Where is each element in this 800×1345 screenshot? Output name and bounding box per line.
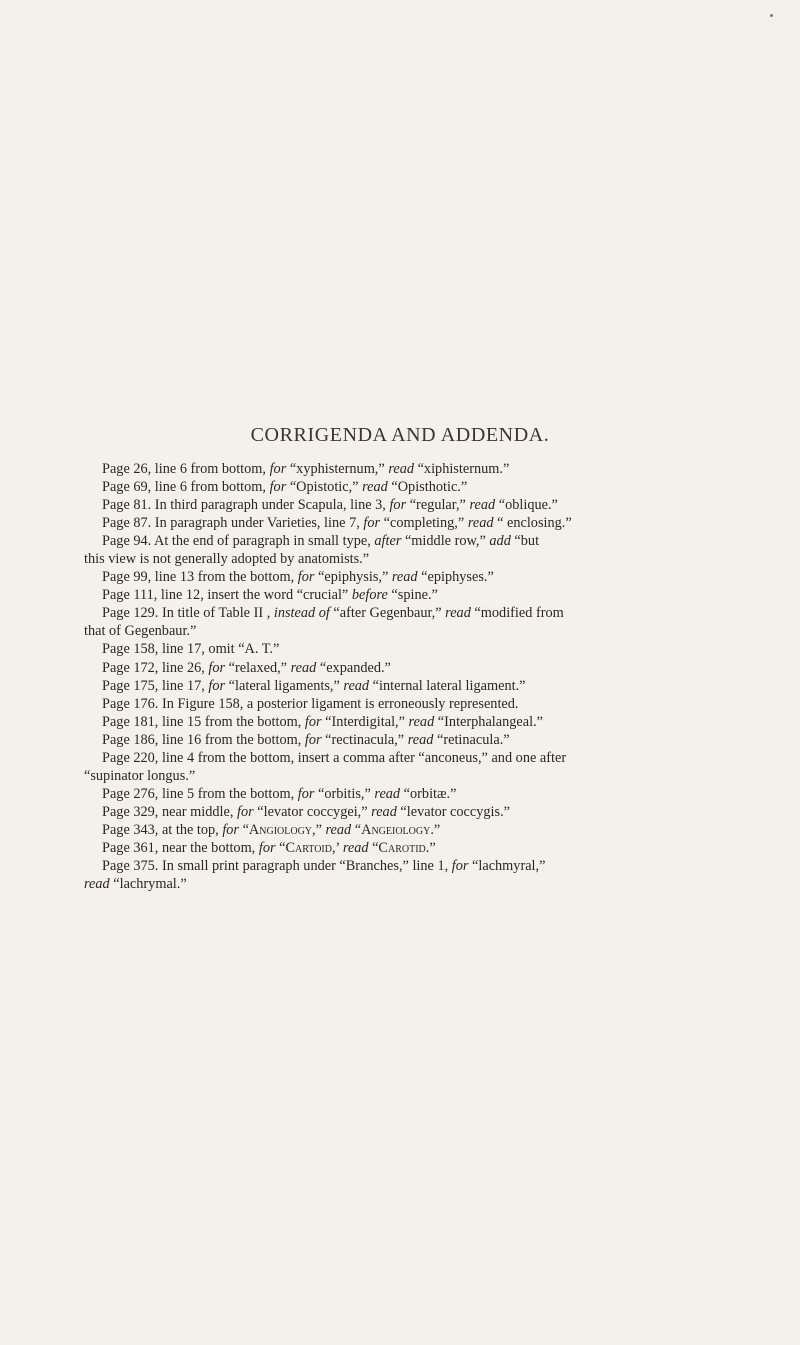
list-item: Page 276, line 5 from the bottom, for “orbitis,” read “orbitæ.” [102, 785, 457, 802]
list-item: Page 81. In third paragraph under Scapula, line 3, for “regular,” read “oblique.” [102, 497, 558, 514]
list-item: Page 129. In title of Table II , instead of “after Gegenbaur,” read “modified from that of Gegenbaur.” [84, 605, 564, 640]
list-item: Page 26, line 6 from bottom, for “xyphisternum,” read “xiphisternum.” [102, 461, 510, 477]
list-item: Page 361, near the bottom, for “Cartoid,’ read “Carotid.” [102, 839, 436, 856]
corrigenda-list [84, 460, 734, 893]
list-item: Page 94. At the end of paragraph in small type, after “middle row,” add “but this view is not generally adopted by anatomists.” [84, 533, 540, 568]
list-item: Page 172, line 26, for “relaxed,” read “expanded.” [102, 659, 391, 676]
list-item: Page 175, line 17, for “lateral ligaments,” read “internal lateral ligament.” [102, 677, 526, 694]
list-item: Page 186, line 16 from the bottom, for “rectinacula,” read “retinacula.” [102, 731, 510, 748]
page-title: CORRIGENDA AND ADDENDA. [250, 424, 550, 446]
list-item: Page 181, line 15 from the bottom, for “Interdigital,” read “Interphalangeal.” [102, 713, 543, 730]
paper-speck [770, 14, 773, 17]
list-item: Page 69, line 6 from bottom, for “Opistotic,” read “Opisthotic.” [102, 479, 468, 496]
list-item: Page 111, line 12, insert the word “crucial” before “spine.” [102, 587, 438, 604]
list-item: Page 375. In small print paragraph under “Branches,” line 1, for “lachmyral,” read “lachrymal.” [84, 858, 546, 893]
list-item: Page 99, line 13 from the bottom, for “epiphysis,” read “epiphyses.” [102, 569, 494, 586]
list-item: Page 176. In Figure 158, a posterior ligament is erroneously represented. [102, 695, 519, 712]
list-item: Page 343, at the top, for “Angiology,” read “Angeiology.” [102, 821, 441, 838]
list-item: Page 87. In paragraph under Varieties, line 7, for “completing,” read “ enclosing.” [102, 515, 572, 532]
list-item: Page 220, line 4 from the bottom, insert a comma after “anconeus,” and one after “supinator longus.” [84, 749, 567, 784]
list-item: Page 158, line 17, omit “A. T.” [102, 641, 280, 658]
list-item: Page 329, near middle, for “levator coccygei,” read “levator coccygis.” [102, 803, 510, 820]
